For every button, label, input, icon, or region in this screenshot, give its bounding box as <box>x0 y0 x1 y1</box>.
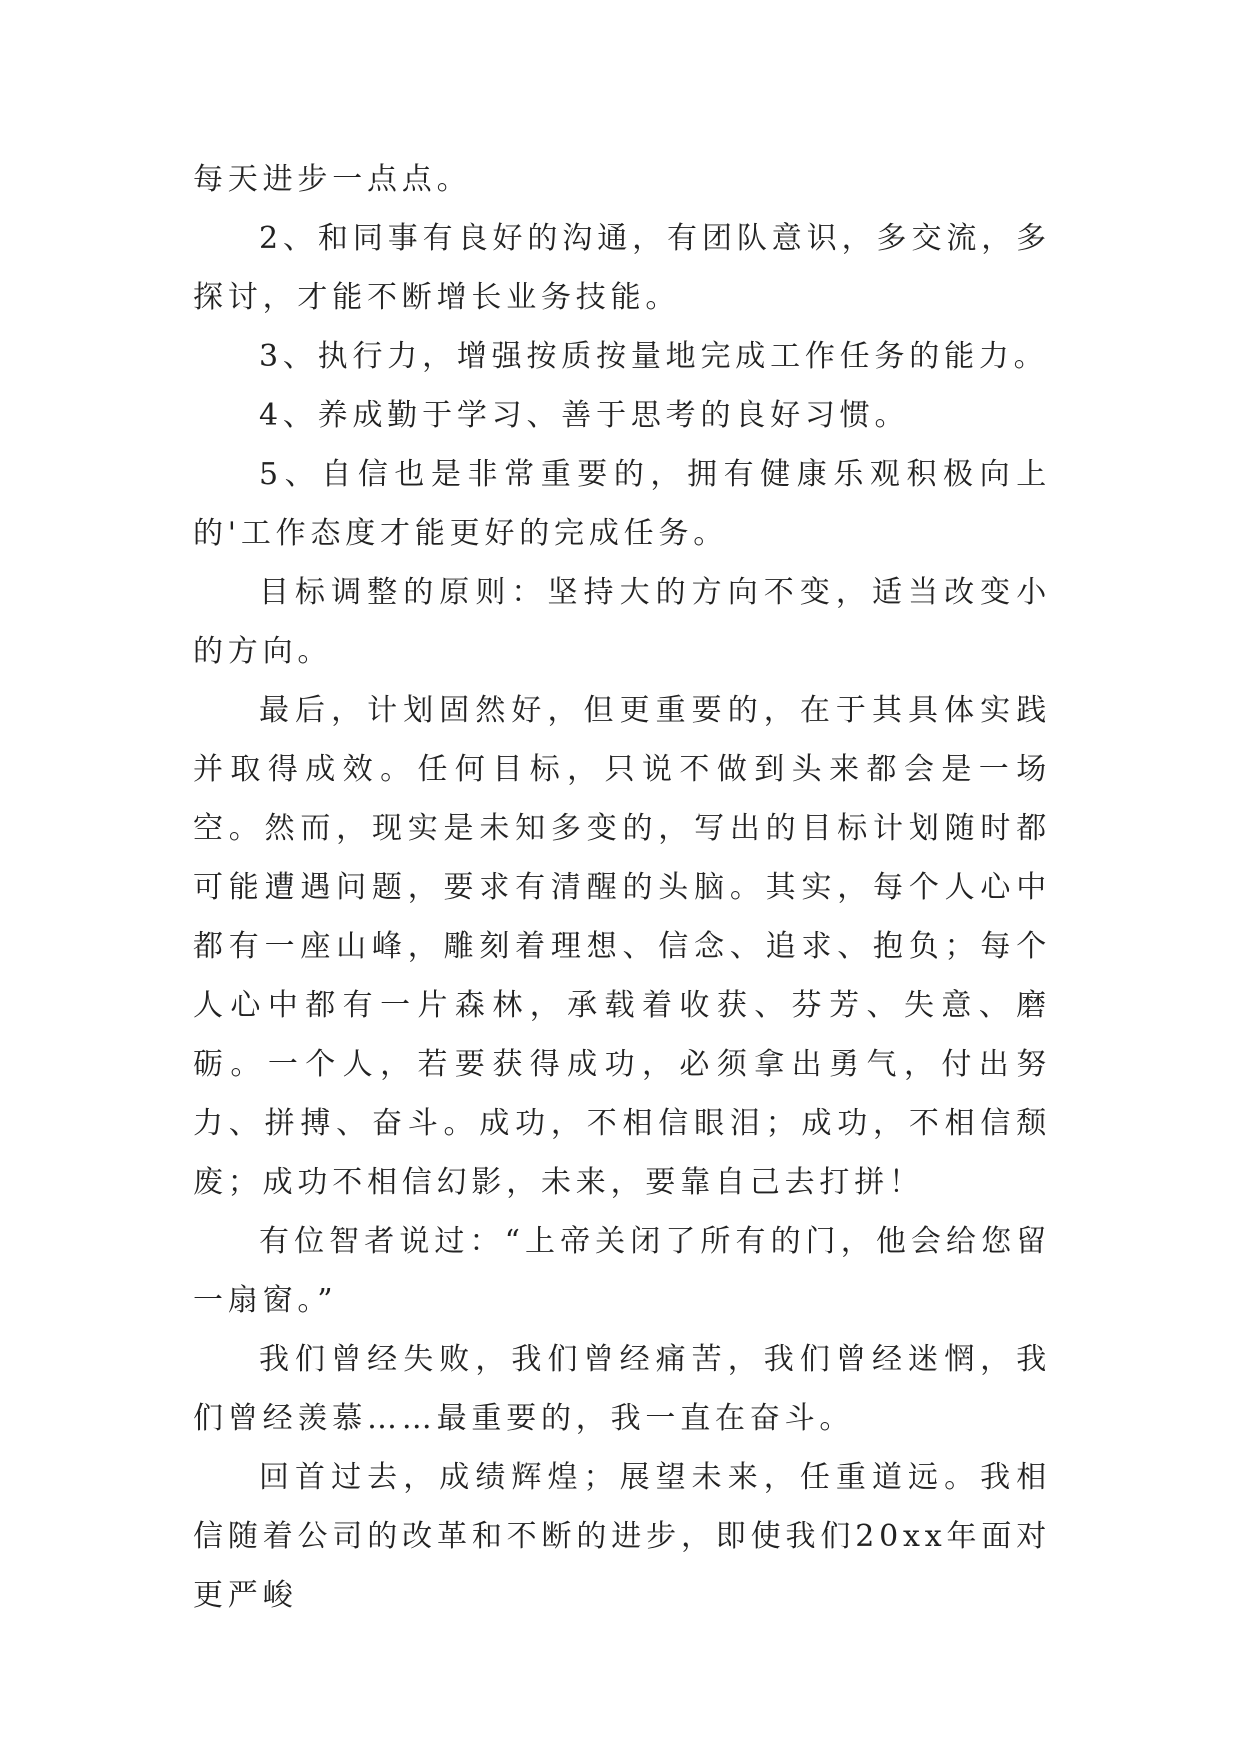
paragraph-item-4: 4、养成勤于学习、善于思考的良好习惯。 <box>259 398 910 433</box>
paragraph-continuation: 每天进步一点点。 <box>193 162 472 197</box>
paragraph-outlook: 回首过去，成绩辉煌；展望未来，任重道远。我相信随着公司的改革和不断的进步，即使我们20xx年面对更严峻 <box>193 1460 1051 1613</box>
paragraph-goal-adjustment: 目标调整的原则：坚持大的方向不变，适当改变小的方向。 <box>193 575 1051 669</box>
paragraph-struggle: 我们曾经失败，我们曾经痛苦，我们曾经迷惘，我们曾经羡慕……最重要的，我一直在奋斗。 <box>193 1342 1051 1436</box>
paragraph-conclusion: 最后，计划固然好，但更重要的，在于其具体实践并取得成效。任何目标，只说不做到头来都会是一场空。然而，现实是未知多变的，写出的目标计划随时都可能遭遇问题，要求有清醒的头脑。其实，每个人心中都有一座山峰，雕刻着理想、信念、追求、抱负；每个人心中都有一片森林，承载着收获、芬芳、失意、磨砺。一个人，若要获得成功，必须拿出勇气，付出努力、拼搏、奋斗。成功，不相信眼泪；成功，不相信颓废；成功不相信幻影，未来，要靠自己去打拼！ <box>193 693 1051 1200</box>
paragraph-item-5: 5、自信也是非常重要的，拥有健康乐观积极向上的'工作态度才能更好的完成任务。 <box>193 457 1051 551</box>
paragraph-item-3: 3、执行力，增强按质按量地完成工作任务的能力。 <box>259 339 1049 374</box>
document-body <box>193 150 1051 1625</box>
paragraph-quote: 有位智者说过：“上帝关闭了所有的门，他会给您留一扇窗。” <box>193 1224 1051 1318</box>
paragraph-item-2: 2、和同事有良好的沟通，有团队意识，多交流，多探讨，才能不断增长业务技能。 <box>193 221 1051 315</box>
